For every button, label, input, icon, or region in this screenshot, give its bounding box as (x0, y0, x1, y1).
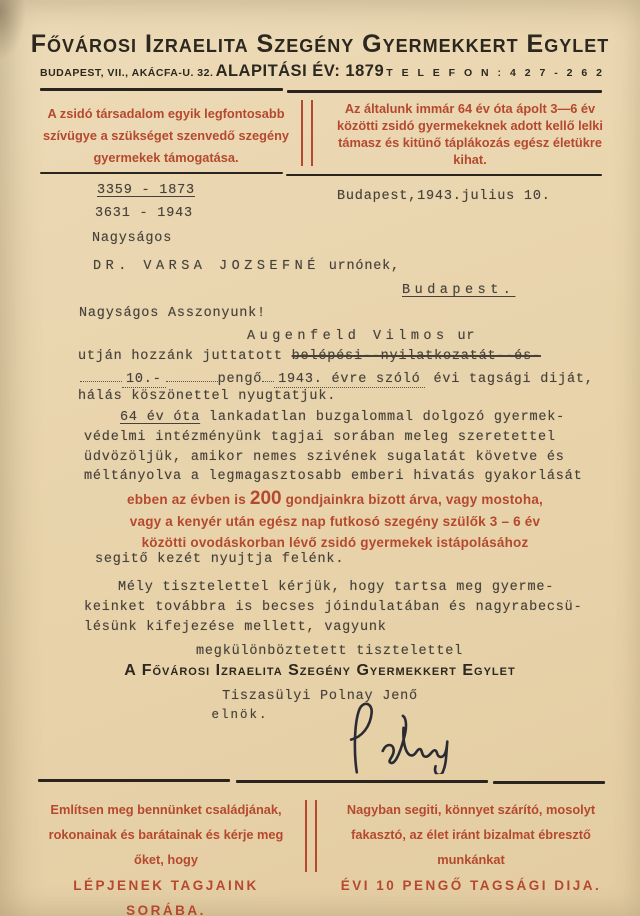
closing-phrase: megkülönböztetett tisztelettel (196, 644, 464, 659)
addressee-city: Budapest. (402, 283, 516, 298)
footer-left-slogan: LÉPJENEK TAGJAINK SORÁBA. (73, 878, 259, 916)
letterhead-founded-year: ALAPITÁSI ÉV: 1879 (215, 62, 385, 80)
para2-line1-rest: lankadatlan buzgalommal dolgozó gyermek- (200, 410, 566, 425)
footer-rule-right (493, 781, 605, 784)
line-utjan (78, 349, 541, 364)
donor-name-line (247, 329, 475, 344)
para2-underlined: 64 év óta (120, 410, 201, 425)
addressee-suffix: urnónek, (319, 259, 400, 274)
red-appeal-paragraph (85, 488, 585, 554)
reference-number-1: 3359 - 1873 (97, 183, 195, 198)
red-appeal-post: gondjainkra bizott árva, vagy mostoha, (281, 492, 543, 507)
line-segito: segitő kezét nyujtja felénk. (95, 552, 345, 567)
addressee-honorific: Nagyságos (92, 231, 173, 246)
letter-date: Budapest,1943.julius 10. (337, 189, 551, 204)
dotted-blank (80, 369, 122, 382)
footer-right-text: Nagyban segiti, könnyet szárító, mosolyt fakasztó, az élet iránt bizalmat ébresztő munkánkat (346, 802, 596, 867)
para2-line4: méltányolva a legmagasztosabb emberi hivatás gyakorlását (84, 469, 583, 484)
fee-amount: 10.- (122, 372, 166, 388)
fee-line-rest: évi tagsági diját, (424, 372, 594, 387)
word-pengo: pengő (217, 372, 263, 387)
para2-line2: védelmi intézményünk tagjai sorában meleg szeretettel (84, 430, 556, 445)
para2-line1 (120, 410, 565, 425)
red-double-divider-top (301, 100, 313, 166)
donor-suffix: ur (448, 329, 476, 344)
letterhead-title: Fővárosi Izraelita Szegény Gyermekkert Egylet (30, 30, 610, 58)
addressee-line (93, 259, 400, 274)
para3-line2: keinket továbbra is becses jóindulatában és nagyrabecsü- (84, 600, 583, 615)
header-rule-right (287, 90, 602, 93)
motto-right: Az általunk immár 64 év óta ápolt 3—6 év közötti zsidó gyermekeknek adott kellő lelki támasz és kitünő táplákozás egész életükre kihat. (337, 101, 603, 167)
year-fill: 1943. évre szóló (274, 372, 424, 388)
para3-line1: Mély tisztelettel kérjük, hogy tartsa meg gyerme- (118, 580, 555, 595)
red-double-divider-bottom (305, 800, 317, 872)
dotted-blank (262, 369, 274, 382)
red-appeal-number: 200 (249, 488, 282, 509)
struck-form-text: belépési--nyilatkozatát--és- (291, 349, 541, 364)
footer-left-appeal (36, 797, 296, 916)
donor-name: Augenfeld Vilmos (247, 329, 449, 344)
red-appeal-line2: vagy a kenyér után egész nap futkosó szegény szülők 3 – 6 év (129, 513, 541, 529)
line-utjan-pre: utján hozzánk juttatott (78, 349, 292, 364)
red-appeal-line3: közötti ovodáskorban lévő zsidó gyermekek istápolásához (141, 535, 529, 550)
para3-line3: lésünk kifejezése mellett, vagyunk (84, 620, 387, 635)
dotted-blank (166, 369, 218, 382)
footer-rule-mid (236, 780, 488, 783)
handwritten-signature (340, 695, 462, 779)
letterhead-address: BUDAPEST, VII., AKÁCFA-U. 32. (40, 67, 214, 79)
footer-left-text: Említsen meg bennünket családjának, rokonainak és barátainak és kérje meg őket, hogy (48, 802, 284, 867)
footer-right-slogan: ÉVI 10 PENGŐ TAGSÁGI DIJA. (340, 878, 602, 893)
line-halas: hálás köszönettel nyugtatjuk. (78, 389, 337, 404)
header-rule-left (40, 88, 283, 91)
motto-rule-left (40, 172, 283, 174)
motto-rule-right (286, 174, 602, 176)
president-role: elnök. (211, 708, 269, 722)
organization-name-print: A Fővárosi Izraelita Szegény Gyermekkert Egylet (124, 662, 516, 679)
fee-fill-line (80, 369, 594, 387)
motto-left: A zsidó társadalom egyik legfontosabb szívügye a szükséget szenvedő szegény gyermekek támogatása. (42, 106, 290, 165)
president-name: Tiszasülyi Polnay Jenő (222, 689, 418, 704)
footer-right-appeal (330, 797, 612, 898)
red-appeal-pre: ebben az évben is (127, 492, 250, 507)
letterhead-subline (40, 62, 605, 81)
footer-rule-left (38, 779, 230, 782)
salutation: Nagyságos Asszonyunk! (79, 306, 266, 321)
addressee-name: DR. VARSA JOZSEFNÉ (93, 259, 320, 274)
reference-number-2: 3631 - 1943 (95, 206, 193, 221)
letterhead-phone: T E L E F O N : 4 2 7 - 2 6 2 (386, 67, 605, 79)
para2-line3: üdvözöljük, amikor nemes szivének sugalatát követve és (84, 450, 565, 465)
